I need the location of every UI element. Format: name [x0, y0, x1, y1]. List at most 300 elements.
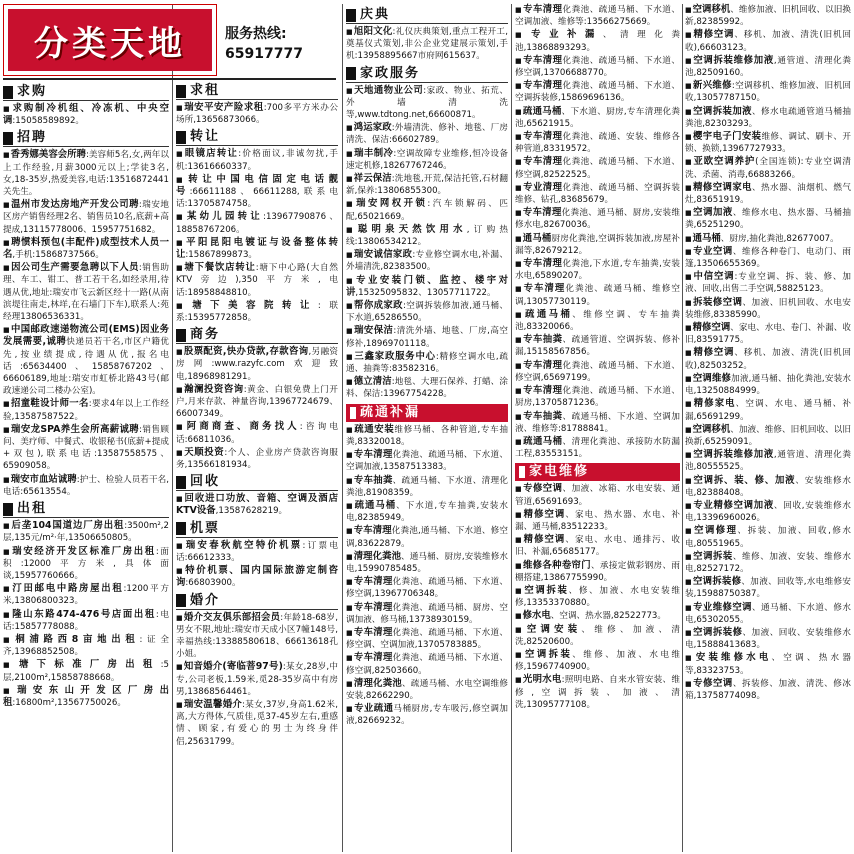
classified-ad: [515, 624, 680, 648]
ad-body: ,另融资房网:www.razyfc.com欢迎致电,18968981291。: [176, 347, 339, 382]
hotline-label: 服务热线:: [225, 26, 287, 42]
ad-heading: ■ 空调拆装修: [685, 576, 741, 587]
ad-heading: ■ 专车清理: [515, 131, 563, 142]
ad-heading: ■ 专车抽粪: [515, 411, 563, 422]
ad-body: 化粪池、疏通马桶、下水道、修空调,13967706348。: [346, 577, 508, 600]
classified-ad: [515, 156, 680, 180]
ad-body: :瑞安地区房产销售经理2名、销售员10名,底薪+高提成,13115778006、15957751682。: [3, 200, 169, 235]
ad-body: 化粪池、疏通马桶、空调拆装维修、钻孔,83685679。: [515, 182, 680, 206]
ad-heading: ■ 温州市发达房地产开发公司聘: [3, 199, 139, 210]
classified-ad: [515, 106, 680, 130]
classified-ad: [685, 233, 851, 245]
ad-heading: ■ 婚介交友俱乐部招会员: [176, 612, 280, 623]
ad-heading: ■ 精修空调: [515, 534, 565, 545]
section-marker-icon: [346, 9, 356, 22]
section-header: [515, 463, 680, 481]
ad-body: :外墙清洗、修补、地毯、厂房清洗、保洁:66602789。: [346, 123, 508, 146]
classified-ad: [685, 678, 851, 702]
ad-body: 化粪池、疏通、安装、维修各种管道,83319572。: [515, 132, 680, 155]
ad-body: 、通马桶、下水道、修水电,65302055。: [685, 602, 851, 625]
ad-body: 、承接定做彩钢房、雨棚搭建,13867755990。: [515, 560, 680, 583]
classified-ad: [3, 324, 169, 397]
classified-ad: [685, 525, 851, 549]
classified-ad: [685, 475, 851, 499]
ad-heading: ■ 天顺投资: [176, 447, 224, 458]
classified-ad: [515, 283, 680, 307]
ad-heading: ■ 瑞安春秋航空特价机票: [176, 540, 302, 551]
classified-ad: [346, 678, 508, 702]
ad-body: 、家电、水电、通排污、收旧、补漏,65685177。: [515, 535, 680, 558]
ad-heading: ■ 瑞安温馨婚介: [176, 699, 242, 710]
classified-ad: [515, 674, 680, 711]
section-title: 回收: [190, 474, 221, 490]
classified-ad: [685, 373, 851, 397]
section-header: [346, 404, 508, 422]
classified-ad: [685, 271, 851, 295]
ad-heading: ■ 专车清理: [515, 156, 563, 167]
section-title: 庆典: [360, 7, 391, 22]
ad-body: :销售顾问、美疗师、中餐式、收银秘书(底薪+提成+双包),联系电话:13587558575、65909058。: [3, 424, 169, 472]
ad-body: 化粪池、疏通马桶、下水道、空调加液,13587513383。: [346, 450, 508, 473]
ad-body: 维修马桶、各种管道,专车抽粪,83320018。: [346, 424, 508, 447]
classified-ad: [685, 297, 851, 321]
section-title: 求租: [190, 83, 221, 98]
ad-body: ,订购热线:13806534212。: [346, 224, 508, 248]
ad-heading: ■ 专业安装门锁、监控、楼宇对讲: [346, 275, 508, 298]
ad-heading: ■ 专车清理: [346, 652, 393, 663]
classified-ad: [176, 237, 338, 261]
classified-ad: [515, 436, 680, 460]
ad-heading: ■ 德立清洁: [346, 376, 392, 387]
ad-heading: ■ 新兴维修: [685, 80, 732, 91]
classified-ad: [3, 262, 169, 323]
column-4-body: [515, 4, 680, 711]
section-header: [176, 474, 338, 491]
column-divider: [511, 4, 512, 852]
ad-body: :面积:12000平方米,具体面谈,15957760666。: [3, 546, 169, 581]
classified-ad: [515, 207, 680, 231]
column-5-body: [685, 4, 851, 702]
ad-body: 马桶厨房,专车吸污,修空调加液,82669232。: [346, 704, 508, 727]
classified-ad: [685, 652, 851, 676]
classified-ad: [176, 102, 338, 126]
classified-ad: [346, 424, 508, 448]
ad-body: 化粪池、疏通马桶、维修空调,13057730119。: [515, 284, 680, 307]
classified-ad: [685, 602, 851, 626]
ad-body: :要求4年以上工作经验,13587587522。: [3, 399, 169, 422]
ad-body: :15867899873。: [185, 250, 258, 261]
classified-ad: [346, 300, 508, 324]
ad-body: 、空调、热水器,82522773。: [550, 611, 666, 622]
ad-heading: ■ 精修空调: [685, 322, 730, 333]
ad-heading: ■ 空调移机: [685, 4, 730, 15]
ad-heading: ■ 通马桶: [685, 233, 721, 244]
ad-heading: ■ 空调拆装: [685, 551, 733, 562]
ad-body: :精修空调水电,疏通、抽粪等:83582316。: [346, 351, 508, 375]
ad-body: 、加液、回收、安装维修水电,15888413683。: [685, 627, 851, 651]
ad-heading: ■ 塘下标准厂房出租: [3, 659, 161, 670]
ad-heading: ■ 疏通马桶: [346, 500, 396, 511]
section-marker-icon: [176, 329, 186, 342]
ad-heading: ■ 阿商商查、商务找人: [176, 421, 300, 432]
section-marker-icon: [176, 476, 186, 489]
ad-body: :13967790876、18858767206。: [176, 212, 338, 235]
ad-body: 、厨房,抽化粪池,82677007。: [720, 233, 839, 244]
classified-ad: [346, 376, 508, 400]
ad-heading: ■ 聪明泉天然饮用水: [346, 224, 467, 235]
ad-heading: ■ 疏通马桶: [515, 309, 572, 320]
section-title: 机票: [190, 520, 221, 536]
ad-heading: ■ 桐浦路西8亩地出租: [3, 634, 139, 645]
ad-heading: ■ 通马桶: [515, 233, 551, 244]
section-header: [346, 66, 508, 83]
ad-body: 厨房化粪池,空调拆装加液,房屋补漏等,82679212。: [515, 233, 680, 256]
ad-body: 、疏通管道、空调拆装、修补漏,15158567856。: [515, 335, 680, 358]
ad-heading: ■ 招童鞋设计师一名: [3, 398, 89, 409]
column-5: [685, 4, 851, 852]
classified-ad: [685, 322, 851, 346]
section-title: 转让: [190, 129, 221, 145]
ad-body: :礼仪庆典策划,重点工程开工,奠基仪式策划,非公企业党建展示策划,手机:13958895667市府网615637。: [346, 27, 508, 62]
ad-body: :15058589892。: [12, 116, 85, 127]
ad-heading: ■ 精修空调: [685, 347, 734, 358]
section-header: [3, 84, 169, 101]
ad-body: 、加液、回收等,水电维修安装,15988750387。: [685, 577, 851, 600]
section-title: 商务: [190, 327, 221, 343]
section-title: 招聘: [17, 130, 48, 146]
ad-heading: ■ 后垄104国道边厂房出租: [3, 520, 124, 531]
section-header: [346, 7, 508, 24]
classified-ad: [515, 55, 680, 79]
classified-ad: [346, 627, 508, 651]
ad-heading: ■ 专业清理: [515, 182, 563, 193]
ad-body: :空调移机、维修加液、旧机回收,13057787150。: [685, 81, 851, 104]
ad-heading: ■ 精修家电: [685, 398, 736, 409]
ad-body: :汽车锁解码、匹配,65021669。: [346, 199, 508, 222]
ad-body: 、回收,安装维修水电,13396960026。: [685, 500, 851, 524]
section-marker-icon: [3, 503, 13, 516]
ad-body: 、移机、加液、清洗(旧机回收),66603123。: [685, 30, 851, 53]
section-header: [176, 521, 338, 538]
ad-body: 快递员若干名,市区户籍优先,按业绩提成,待遇从优,报名电话:65634400、15858767202、66606189,地址:瑞安市虹桥北路43号(邮政速递公司二楼办公室)。: [3, 337, 170, 397]
ad-body: ,手机:15868737566。: [12, 250, 104, 261]
ad-body: 化粪池、疏通马桶、下水道、空调拆装修,15869696136。: [515, 81, 680, 104]
ad-body: 、清理化粪池、承接防水防漏工程,83553151。: [515, 436, 680, 460]
ad-body: 维修、调试、刷卡、开锁、换锁,13967727933。: [685, 132, 851, 155]
classified-ad: [176, 565, 338, 589]
classified-ad: [176, 384, 338, 421]
ad-body: 、修、加液、水电安装维修,13353370880。: [515, 585, 680, 609]
ad-body: :地毯、大理石保养、打蜡、涂料、保洁:13967754228。: [346, 377, 508, 400]
ad-heading: ■ 空调拆、装、修、加液: [685, 475, 795, 486]
ad-heading: ■ 中信空调: [685, 271, 735, 282]
ad-body: 化粪池、疏通马桶、下水道、修空调,82503660。: [346, 653, 508, 676]
ad-body: ,13587628219。: [215, 506, 288, 517]
classified-ad: [346, 351, 508, 375]
classified-ad: [176, 447, 338, 471]
section-title: 家电维修: [529, 464, 590, 480]
classified-ad: [346, 525, 508, 549]
ad-heading: ■ 求购制冷机组、冷冻机、中央空调: [3, 103, 169, 126]
classified-ad: [346, 148, 508, 172]
ad-heading: ■ 精修空调: [515, 509, 565, 520]
classified-ad: [176, 174, 338, 211]
section-marker-icon: [176, 131, 186, 144]
classified-ad: [515, 560, 680, 584]
classified-ad: [3, 609, 169, 633]
classified-ad: [346, 475, 508, 499]
ad-body: 、维修、加液、水电维修,15967740900。: [515, 649, 680, 673]
classified-ad: [3, 103, 169, 127]
ad-heading: ■ 中国邮政速递物流公司(EMS)因业务发展需要,诚聘: [3, 324, 169, 347]
ad-heading: ■ 因公司生产需要急聘以下人员: [3, 262, 139, 273]
classified-ad: [176, 346, 338, 383]
classified-ad: [685, 551, 851, 575]
ad-body: :700多平方米办公场所,13656873066。: [176, 103, 338, 126]
classified-ad: [176, 612, 338, 661]
ad-body: :66611188、66611288,联系电话:13705874758。: [176, 187, 338, 210]
ad-body: :证全齐,13968852508。: [3, 634, 169, 658]
classified-ad: [515, 360, 680, 384]
classified-ad: [515, 610, 680, 622]
ad-heading: ■ 精修空调家电: [685, 182, 752, 193]
ad-body: ,15325095832、13057711722。: [355, 287, 496, 298]
classified-ad: [515, 411, 680, 435]
classified-ad: [3, 659, 169, 683]
classified-ad: [346, 198, 508, 222]
ad-body: 、家电、水电、卷门、补漏、收旧,83591775。: [685, 323, 851, 346]
ad-body: 、下水道、厨房,专车清理化粪池,65621915。: [515, 106, 680, 129]
ad-heading: ■ 专业维修空调: [685, 602, 752, 613]
column-2: [176, 80, 338, 852]
classified-ad: [3, 237, 169, 261]
ad-heading: ■ 清理化粪池: [346, 551, 401, 562]
ad-body: 、疏通马桶、水电空调维修安装,82662290。: [346, 678, 508, 701]
masthead-logo: [8, 9, 212, 71]
section-title: 求购: [17, 84, 48, 99]
ad-heading: ■ 香秀娜美容会所聘: [3, 149, 86, 160]
section-marker-icon: [3, 132, 13, 145]
ad-body: :护士、检验人员若干名,电话:65613554。: [3, 474, 169, 497]
column-2-body: [176, 83, 338, 748]
ad-heading: ■ 塘下美容院转让: [176, 300, 318, 311]
classified-ad: [346, 275, 508, 299]
ad-body: 、空调、热水器等,83323753。: [685, 653, 851, 676]
ad-heading: ■ 精修空调: [685, 29, 734, 40]
classified-ad: [685, 182, 851, 206]
ad-heading: ■ 光明水电: [515, 674, 562, 685]
section-header: [176, 327, 338, 344]
ad-body: 、加液、旧机回收、水电安装维修,83385990。: [685, 297, 851, 320]
ad-body: 、维修、加液、安装、维修水电,82527172。: [685, 551, 851, 574]
ad-body: ,通管道、清理化粪池,80555525。: [685, 450, 851, 473]
ad-body: :5层,2100m²,15858788668。: [3, 660, 169, 683]
ad-heading: ■ 瑞安市血站诚聘: [3, 474, 77, 485]
classified-ad: [685, 106, 851, 130]
ad-heading: ■ 专车清理: [346, 525, 392, 536]
classified-ad: [515, 29, 680, 53]
ad-heading: ■ 空调拆装: [515, 585, 569, 596]
ad-body: 化粪池、疏通马桶、厨房、空调加液、修马桶,13738930159。: [346, 602, 508, 625]
ad-heading: ■ 专业空调: [685, 246, 733, 257]
column-3-body: [346, 7, 508, 728]
section-marker-icon: [346, 67, 356, 80]
ad-heading: ■ 专车清理: [515, 258, 562, 269]
classified-ad: [3, 583, 169, 607]
ad-body: :照明电路、自来水管安装、维修,空调拆装、加液、清洗,13095777108。: [515, 675, 680, 710]
section-header: [176, 83, 338, 100]
ad-heading: ■ 专车清理: [346, 627, 393, 638]
classified-ad: [3, 685, 169, 709]
ad-heading: ■ 亚欧空调养护: [685, 156, 755, 167]
ad-heading: ■ 空调拆装维修加液: [685, 449, 774, 460]
classified-ad: [346, 249, 508, 273]
ad-heading: ■ 专车清理: [515, 55, 563, 66]
ad-body: :咨询电话:66811036。: [176, 422, 338, 445]
ad-body: 、家电、热水器、水电、补漏、通马桶,83512233。: [515, 509, 680, 532]
ad-body: :联系:15395772858。: [176, 300, 338, 324]
classified-ad: [515, 385, 680, 409]
ad-heading: ■ 三鑫家政服务中心: [346, 351, 436, 362]
classified-ad: [176, 493, 338, 517]
ad-heading: ■ 瑞丰制冷: [346, 148, 393, 159]
section-marker-icon: [176, 85, 186, 98]
classified-ad: [685, 156, 851, 180]
ad-body: 、热水器、油烟机、燃气灶,83651919。: [685, 182, 851, 206]
ad-heading: ■ 汀田邮电中路房屋出租: [3, 583, 124, 594]
classified-ad: [346, 703, 508, 727]
ad-heading: ■ 某幼儿园转让: [176, 211, 263, 222]
classified-ad: [685, 449, 851, 473]
ad-body: 、维修空调、专车抽粪池,83320066。: [515, 309, 680, 333]
ad-heading: ■ 帮你成家政: [346, 300, 403, 311]
ad-heading: ■ 瑞安龙SPA养生会所高薪诚聘: [3, 424, 139, 435]
classified-ad: [515, 334, 680, 358]
classified-ad: [515, 649, 680, 673]
classified-ad: [515, 182, 680, 206]
ad-body: 、安装维修水电,82388408。: [685, 475, 851, 498]
column-divider: [342, 4, 343, 852]
classified-ad: [346, 576, 508, 600]
ad-body: 、加液、冰箱、水电安装、通管道,65691693。: [515, 484, 680, 507]
ad-heading: ■ 专车抽粪: [346, 475, 393, 486]
ad-body: 、拆装修、加液、清洗、修冰箱,13758774098。: [685, 678, 851, 701]
ad-heading: ■ 安装维修水电: [685, 652, 771, 663]
classified-ad: [515, 258, 680, 282]
section-header: [176, 593, 338, 610]
section-marker-icon: [350, 407, 356, 419]
ad-heading: ■ 空调拆装修: [685, 627, 742, 638]
hotline-number: 65917777: [225, 46, 303, 62]
ad-heading: ■ 专车清理: [515, 283, 565, 294]
classified-ad: [346, 325, 508, 349]
ad-body: :电话:15857778088。: [3, 609, 170, 632]
ad-body: :专业修空调水电,补漏、外墙清洗,82383500。: [346, 250, 508, 273]
ad-heading: ■ 疏通马桶: [515, 436, 563, 447]
ad-heading: ■ 鸿运家政: [346, 122, 392, 133]
column-4: [515, 4, 680, 852]
ad-heading: ■ 瑞安网权开锁: [346, 198, 427, 209]
classified-ad: [685, 29, 851, 53]
ad-body: 化粪池、疏通马桶、下水道、修空调,65697199。: [515, 360, 680, 383]
ad-heading: ■ 祥云保洁: [346, 173, 392, 184]
ad-heading: ■ 修水电: [515, 610, 551, 621]
ad-heading: ■ 专修空调: [515, 483, 563, 494]
ad-body: :1200平方米,13806800323。: [3, 584, 169, 607]
ad-heading: ■ 空调拆装维修加液: [685, 55, 774, 66]
classified-ad: [346, 26, 508, 63]
ad-body: 化粪池、疏通马桶、下水道、修空调、空调加液,13705783885。: [346, 627, 508, 651]
ad-body: :空调拆装修加液,通马桶、下水道,65286550。: [346, 301, 508, 324]
ad-heading: ■ 专车清理: [346, 576, 393, 587]
ad-body: :塘下中心路(大自然KTV旁边),350平方米,电话:18958848810。: [176, 263, 338, 298]
classified-ad: [3, 520, 169, 544]
ad-heading: ■ 瑞安经济开发区标准厂房出租: [3, 546, 156, 557]
ad-body: 、维修加液、旧机回收、以旧换新,82385992。: [685, 5, 851, 28]
ad-heading: ■ 清理化粪池: [346, 678, 402, 689]
classified-ad: [515, 233, 680, 257]
section-marker-icon: [176, 594, 186, 607]
ad-heading: ■ 专修空调: [685, 678, 733, 689]
ad-heading: ■ 股票配资,快办贷款,存款咨询: [176, 346, 308, 357]
classified-ad: [346, 85, 508, 122]
classified-ad: [515, 483, 680, 507]
classified-ad: [515, 585, 680, 609]
section-title: 婚介: [190, 592, 221, 608]
ad-body: 化粪池、通马桶、厨房,安装维修水电,82670036。: [515, 208, 680, 231]
ad-heading: ■ 瑞安诚信家政: [346, 249, 412, 260]
ad-body: 、维修各种卷门、电动门、雨篷,13506655369。: [685, 246, 851, 270]
classified-ad: [685, 246, 851, 270]
classified-ad: [346, 224, 508, 248]
section-title: 出租: [17, 501, 48, 517]
classified-ad: [3, 424, 169, 473]
classified-ad: [176, 421, 338, 445]
classified-ad: [346, 602, 508, 626]
section-marker-icon: [176, 522, 186, 535]
column-3: [346, 4, 508, 852]
classified-ad: [685, 398, 851, 422]
ad-heading: ■ 疏通马桶: [515, 106, 562, 117]
column-divider: [682, 4, 683, 852]
ad-heading: ■ 空调修理: [685, 525, 738, 536]
ad-body: :洗地毯,开荒,保洁托管,石材翻新,保养:13806855300。: [346, 174, 508, 197]
ad-heading: ■ 回收进口功放、音箱、空调及酒店KTV设备: [176, 493, 338, 516]
ad-heading: ■ 专业精修空调加液: [685, 500, 774, 511]
classified-ad: [515, 309, 680, 333]
hotline: [225, 24, 303, 64]
section-marker-icon: [3, 86, 13, 99]
ad-body: :美容师5名,女,两年以上工作经验,月薪3000元以上;学徒3名,女,18-35岁,热爱美容,电话:13516872441关先生。: [3, 150, 169, 198]
ad-body: 、加液、维修、旧机回收、以旧换新,65259091。: [685, 424, 851, 447]
ad-heading: ■ 特价机票、国内国际旅游定制咨询: [176, 565, 338, 588]
classified-ad: [3, 634, 169, 658]
classified-ad: [685, 627, 851, 651]
ad-heading: ■ 专业补漏: [515, 29, 603, 40]
ad-body: :空调故障专业维修,恒冷设备速定机修,18267767246。: [346, 148, 508, 171]
ad-heading: ■ 旭阳文化: [346, 26, 393, 37]
ad-heading: ■ 眼镜店转让: [176, 148, 238, 159]
ad-heading: ■ 转让中国电信固定电话靓号: [176, 174, 338, 197]
classified-ad: [685, 131, 851, 155]
classified-ad: [685, 55, 851, 79]
masthead-title: 分类天地: [34, 23, 186, 64]
section-header: [3, 501, 169, 518]
section-header: [3, 130, 169, 147]
ad-heading: ■ 平阳昆阳电镀证与设备整体转让: [176, 237, 338, 260]
classified-ad: [176, 699, 338, 748]
ad-body: :清洗外墙、地毯、厂房,高空修补,18969701118。: [346, 326, 508, 349]
